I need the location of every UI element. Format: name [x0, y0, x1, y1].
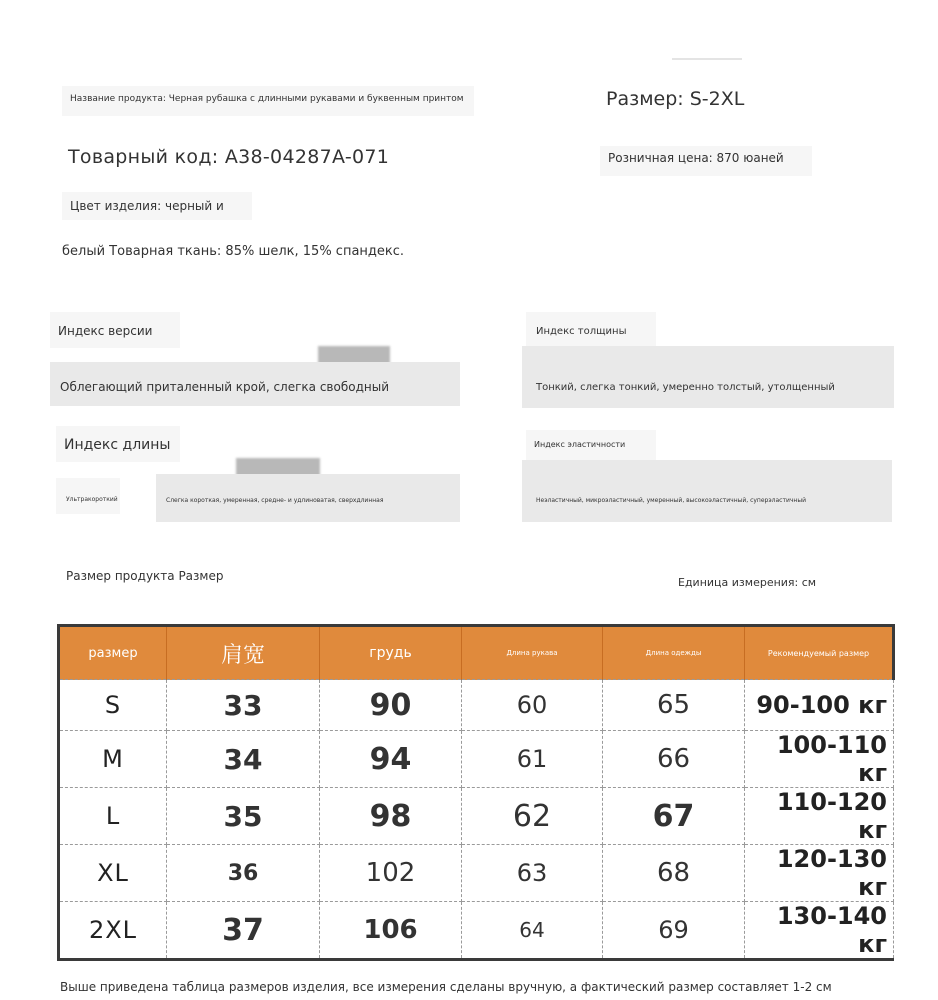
- decorative-line: [672, 58, 742, 60]
- length-index-options: Слегка короткая, умеренная, средне- и удлиноватая, сверхдлинная: [166, 497, 384, 504]
- cell-shoulder: 33: [167, 680, 320, 731]
- cell-sleeve: 62: [462, 788, 603, 845]
- cell-sleeve: 61: [462, 731, 603, 788]
- size-section-title: Размер продукта Размер: [66, 569, 224, 583]
- cell-size: M: [59, 731, 167, 788]
- table-row: [59, 902, 894, 960]
- cell-shoulder: 34: [167, 731, 320, 788]
- table-row: [59, 788, 894, 845]
- cell-length: 67: [603, 788, 745, 845]
- length-first-option: Ультракороткий: [66, 496, 118, 503]
- table-row: [59, 845, 894, 902]
- product-name: Название продукта: Черная рубашка с длинными рукавами и буквенным принтом: [70, 94, 464, 104]
- table-row: [59, 680, 894, 731]
- cell-size: L: [59, 788, 167, 845]
- size-chart: [57, 624, 892, 961]
- measurement-unit: Единица измерения: см: [678, 576, 817, 589]
- cell-shoulder: 37: [167, 902, 320, 960]
- cell-recommended: 120-130 кг: [745, 845, 894, 902]
- size-range: Размер: S-2XL: [606, 88, 745, 110]
- length-index-title: Индекс длины: [64, 437, 171, 453]
- cell-sleeve: 64: [462, 902, 603, 960]
- thickness-index-options: Тонкий, слегка тонкий, умеренно толстый, утолщенный: [536, 382, 835, 393]
- table-row: [59, 731, 894, 788]
- header-row: [59, 626, 894, 680]
- product-color: Цвет изделия: черный и: [70, 199, 224, 213]
- cell-chest: 98: [320, 788, 462, 845]
- cell-recommended: 90-100 кг: [745, 680, 894, 731]
- cell-length: 69: [603, 902, 745, 960]
- version-index-title: Индекс версии: [58, 324, 153, 338]
- thickness-index-title: Индекс толщины: [536, 326, 627, 337]
- header-recommended: Рекомендуемый размер: [745, 626, 894, 680]
- product-code: Товарный код: A38-04287A-071: [68, 146, 390, 168]
- elasticity-options-bg: [522, 460, 892, 522]
- header-sleeve: Длина рукава: [462, 626, 603, 680]
- cell-length: 66: [603, 731, 745, 788]
- cell-recommended: 110-120 кг: [745, 788, 894, 845]
- size-table: [57, 624, 895, 961]
- cell-shoulder: 35: [167, 788, 320, 845]
- cell-size: 2XL: [59, 902, 167, 960]
- version-index-options: Облегающий приталенный крой, слегка свободный: [60, 380, 389, 394]
- cell-size: XL: [59, 845, 167, 902]
- header-length: Длина одежды: [603, 626, 745, 680]
- cell-chest: 106: [320, 902, 462, 960]
- product-fabric: белый Товарная ткань: 85% шелк, 15% спандекс.: [62, 244, 405, 259]
- cell-chest: 90: [320, 680, 462, 731]
- header-chest: грудь: [320, 626, 462, 680]
- cell-sleeve: 63: [462, 845, 603, 902]
- cell-size: S: [59, 680, 167, 731]
- cell-recommended: 100-110 кг: [745, 731, 894, 788]
- elasticity-index-title: Индекс эластичности: [534, 440, 626, 449]
- cell-length: 68: [603, 845, 745, 902]
- cell-chest: 94: [320, 731, 462, 788]
- cell-length: 65: [603, 680, 745, 731]
- header-shoulder: 肩宽: [167, 626, 320, 680]
- elasticity-index-options: Неэластичный, микроэластичный, умеренный, высокоэластичный, суперэластичный: [536, 497, 806, 504]
- thickness-options-bg: [522, 346, 894, 408]
- cell-recommended: 130-140 кг: [745, 902, 894, 960]
- cell-chest: 102: [320, 845, 462, 902]
- retail-price: Розничная цена: 870 юаней: [608, 151, 784, 165]
- header-size: размер: [59, 626, 167, 680]
- footnote: Выше приведена таблица размеров изделия, все измерения сделаны вручную, а фактический размер составляет 1-2 см: [60, 980, 832, 994]
- cell-sleeve: 60: [462, 680, 603, 731]
- cell-shoulder: 36: [167, 845, 320, 902]
